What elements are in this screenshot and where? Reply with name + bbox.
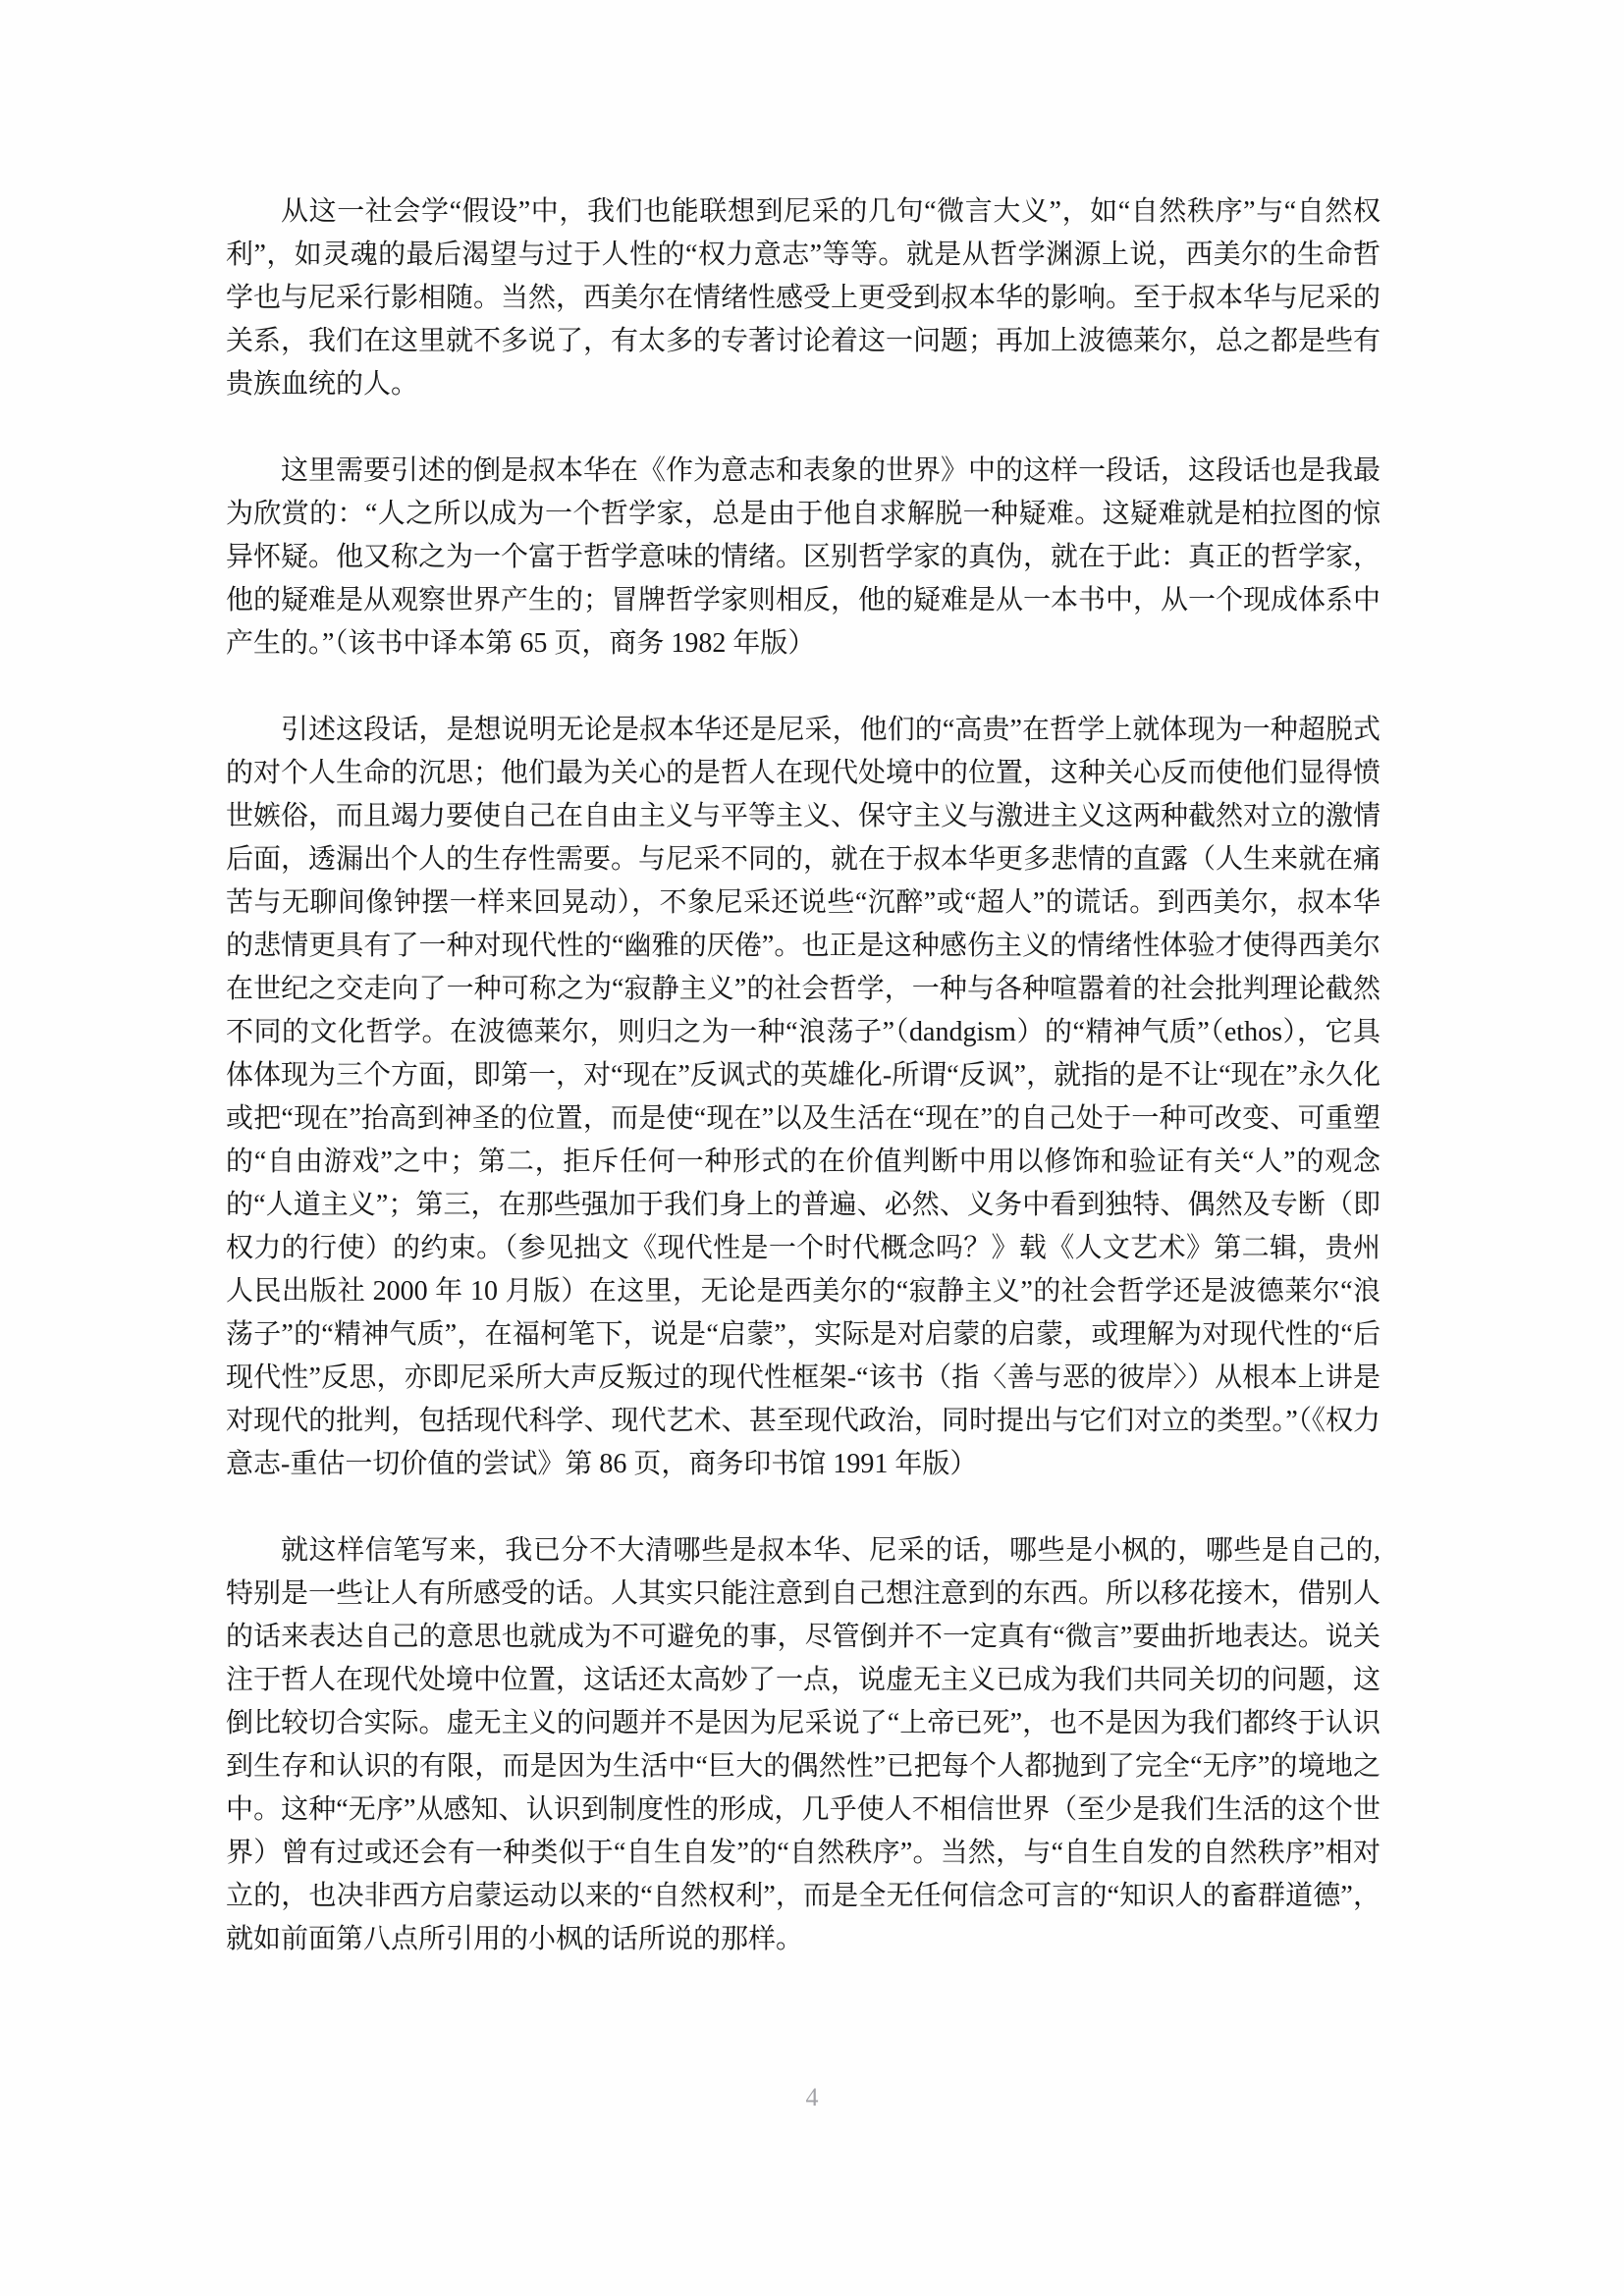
body-paragraph: 引述这段话，是想说明无论是叔本华还是尼采，他们的“高贵”在哲学上就体现为一种超脱式的对个人生命的沉思；他们最为关心的是哲人在现代处境中的位置，这种关心反而使他们显得愤世嫉俗，而且竭力要使自己在自由主义与平等主义、保守主义与激进主义这两种截然对立的激情后面，透漏出个人的生存性需要。与尼采不同的，就在于叔本华更多悲情的直露（人生来就在痛苦与无聊间像钟摆一样来回晃动），不象尼采还说些“沉醉”或“超人”的谎话。到西美尔，叔本华的悲情更具有了一种对现代性的“幽雅的厌倦”。也正是这种感伤主义的情绪性体验才使得西美尔在世纪之交走向了一种可称之为“寂静主义”的社会哲学，一种与各种喧嚣着的社会批判理论截然不同的文化哲学。在波德莱尔，则归之为一种“浪荡子”（dandgism）的“精神气质”（ethos），它具体体现为三个方面，即第一，对“现在”反讽式的英雄化-所谓“反讽”，就指的是不让“现在”永久化或把“现在”抬高到神圣的位置，而是使“现在”以及生活在“现在”的自己处于一种可改变、可重塑的“自由游戏”之中；第二，拒斥任何一种形式的在价值判断中用以修饰和验证有关“人”的观念的“人道主义”；第三，在那些强加于我们身上的普遍、必然、义务中看到独特、偶然及专断（即权力的行使）的约束。（参见拙文《现代性是一个时代概念吗？》载《人文艺术》第二辑，贵州人民出版社 2000 年 10 月版）在这里，无论是西美尔的“寂静主义”的社会哲学还是波德莱尔“浪荡子”的“精神气质”，在福柯笔下，说是“启蒙”，实际是对启蒙的启蒙，或理解为对现代性的“后现代性”反思，亦即尼采所大声反叛过的现代性框架-“该书（指〈善与恶的彼岸〉）从根本上讲是对现代的批判，包括现代科学、现代艺术、甚至现代政治，同时提出与它们对立的类型。”（《权力意志-重估一切价值的尝试》第 86 页，商务印书馆 1991 年版） [226, 715, 1381, 1479]
page-footer [0, 2083, 1624, 2112]
body-paragraph: 从这一社会学“假设”中，我们也能联想到尼采的几句“微言大义”，如“自然秩序”与“自然权利”，如灵魂的最后渴望与过于人性的“权力意志”等等。就是从哲学渊源上说，西美尔的生命哲学也与尼采行影相随。当然，西美尔在情绪性感受上更受到叔本华的影响。至于叔本华与尼采的关系，我们在这里就不多说了，有太多的专著讨论着这一问题；再加上波德莱尔，总之都是些有贵族血统的人。 [226, 196, 1381, 400]
text-block [226, 190, 1380, 2004]
body-paragraph: 这里需要引述的倒是叔本华在《作为意志和表象的世界》中的这样一段话，这段话也是我最为欣赏的：“人之所以成为一个哲学家，总是由于他自求解脱一种疑难。这疑难就是柏拉图的惊异怀疑。他又称之为一个富于哲学意味的情绪。区别哲学家的真伪，就在于此：真正的哲学家，他的疑难是从观察世界产生的；冒牌哲学家则相反，他的疑难是从一本书中，从一个现成体系中产生的。”（该书中译本第 65 页，商务 1982 年版） [226, 455, 1381, 659]
page-number: 4 [805, 2083, 819, 2111]
body-paragraph: 就这样信笔写来，我已分不大清哪些是叔本华、尼采的话，哪些是小枫的，哪些是自己的,特别是一些让人有所感受的话。人其实只能注意到自己想注意到的东西。所以移花接木，借别人的话来表达自己的意思也就成为不可避免的事，尽管倒并不一定真有“微言”要曲折地表达。说关注于哲人在现代处境中位置，这话还太高妙了一点，说虚无主义已成为我们共同关切的问题，这倒比较切合实际。虚无主义的问题并不是因为尼采说了“上帝已死”，也不是因为我们都终于认识到生存和认识的有限，而是因为生活中“巨大的偶然性”已把每个人都抛到了完全“无序”的境地之中。这种“无序”从感知、认识到制度性的形成，几乎使人不相信世界（至少是我们生活的这个世界）曾有过或还会有一种类似于“自生自发”的“自然秩序”。当然，与“自生自发的自然秩序”相对立的，也决非西方启蒙运动以来的“自然权利”，而是全无任何信念可言的“知识人的畜群道德”，就如前面第八点所引用的小枫的话所说的那样。 [226, 1535, 1381, 1954]
